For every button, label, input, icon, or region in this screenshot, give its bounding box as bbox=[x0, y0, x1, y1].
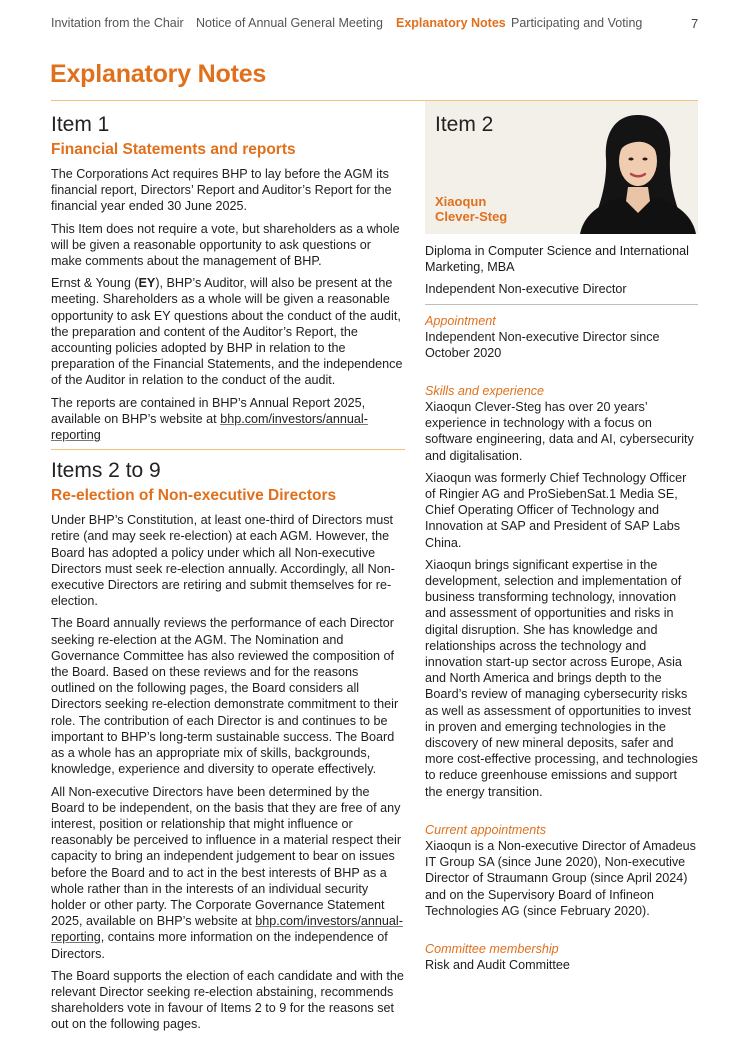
current-appointments-text: Xiaoqun is a Non-executive Director of Amadeus IT Group SA (since June 2020), Non-executive Director of Straumann Group (since April 2024) and on the Supervisory Board of Infineon Technologies AG (since February 2020). bbox=[425, 838, 696, 918]
director-first-name: Xiaoqun bbox=[435, 194, 487, 209]
items2to9-paragraph-2: The Board annually reviews the performance of each Director seeking re-election at the AGM. The Nomination and Governance Committee has also reviewed the composition of the Board. Based on these reviews and for the reasons outlined on the following pages, the Board considers all Directors seeking re-election demonstrate commitment to their role. The contribution of each Director is and continues to be important to BHP’s long-term sustainable success. The Board as a whole has an appropriate mix of skills, backgrounds, knowledge, experience and diversity to operate effectively. bbox=[51, 616, 399, 777]
current-appointments-label: Current appointments bbox=[425, 822, 547, 837]
annual-reporting-link[interactable]: bhp.com/investors/annual-reporting bbox=[51, 411, 368, 443]
items2to9-paragraph-4: The Board supports the election of each candidate and with the relevant Director seeking re-election abstaining, recommends shareholders vote in favour of Items 2 to 9 for the reasons set out on the following pages. bbox=[51, 968, 404, 1032]
governance-statement-link[interactable]: bhp.com/investors/annual-reporting bbox=[51, 914, 403, 945]
skills-paragraph-2: Xiaoqun was formerly Chief Technology Officer of Ringier AG and ProSiebenSat.1 Media SE, Chief Operating Officer of Technology and Innovation at SAP and President of SAP Labs China. bbox=[425, 470, 687, 550]
director-name bbox=[435, 194, 507, 224]
item1-p3-text-a: Ernst & Young ( bbox=[51, 276, 139, 291]
nav-item-invitation[interactable]: Invitation from the Chair bbox=[51, 16, 184, 30]
nav-item-notice-of-agm[interactable]: Notice of Annual General Meeting bbox=[196, 16, 383, 30]
committee-label: Committee membership bbox=[425, 941, 559, 956]
item1-paragraph-2: This Item does not require a vote, but shareholders as a whole will be given a reasonable opportunity to ask questions or make comments about the management of BHP. bbox=[51, 221, 400, 269]
director-credentials bbox=[425, 243, 698, 298]
page-title: Explanatory Notes bbox=[50, 60, 267, 88]
items2to9-paragraph-1: Under BHP’s Constitution, at least one-third of Directors must retire (and may seek re-election) at each AGM. However, the Board has adopted a policy under which all Non-executive Directors must seek re-election annually. Accordingly, all Non-executive Directors are retiring and submit themselves for re-election. bbox=[51, 513, 395, 609]
director-last-name: Clever-Steg bbox=[435, 209, 508, 224]
item1-p3-ey-abbrev: EY bbox=[138, 276, 156, 291]
left-column bbox=[51, 112, 405, 1039]
item1-subheading: Financial Statements and reports bbox=[51, 141, 296, 158]
skills-paragraph-1: Xiaoqun Clever-Steg has over 20 years’ experience in technology with a focus on software engineering, data and AI, cybersecurity and digitalisation. bbox=[425, 400, 694, 463]
section-navigation bbox=[51, 16, 699, 34]
skills-label: Skills and experience bbox=[425, 384, 545, 399]
items2to9-p3-text-a: All Non-executive Directors have been determined by the Board to be independent, on the basis that they are free of any interest, position or relationship that might influence or reasonably be perceived to influence in a material respect their capacity to bring an independent judgement to bear on issues before the Board and to act in the best interests of BHP as a whole rather than in the interests of an individual security holder or other party. The Corporate Governance Statement 2025, available on BHP’s website at bbox=[51, 784, 402, 929]
right-column bbox=[425, 101, 698, 979]
nav-item-explanatory-notes[interactable]: Explanatory Notes bbox=[396, 16, 506, 30]
credentials-divider bbox=[425, 304, 698, 305]
item1-paragraph-1: The Corporations Act requires BHP to lay before the AGM its financial report, Directors’ Report and Auditor’s Report for the financial year ended 30 June 2025. bbox=[51, 167, 392, 214]
item2-heading: Item 2 bbox=[435, 113, 494, 136]
director-qualifications: Diploma in Computer Science and International Marketing, MBA bbox=[425, 244, 689, 275]
item1-p3-text-c: ), BHP’s Auditor, will also be present at the meeting. Shareholders as a whole will be given a reasonable opportunity to ask EY questions about the conduct of the audit, the preparation and content of the Auditor’s Report, the accounting policies adopted by BHP in relation to the preparation of the Financial Statements, and the independence of the Auditor in relation to the conduct of the audit. bbox=[51, 276, 403, 388]
appointment-text: Independent Non-executive Director since October 2020 bbox=[425, 329, 660, 360]
director-role: Independent Non-executive Director bbox=[425, 282, 627, 297]
page-number: 7 bbox=[691, 16, 699, 31]
items2to9-subheading: Re-election of Non-executive Directors bbox=[51, 487, 337, 505]
item1-paragraph-3 bbox=[51, 275, 405, 388]
item1-heading: Item 1 bbox=[51, 113, 110, 136]
items2to9-heading: Items 2 to 9 bbox=[51, 459, 161, 483]
items2to9-p3-text-b: , contains more information on the independence of Directors. bbox=[51, 930, 388, 961]
director-profile-header bbox=[425, 101, 698, 234]
section-divider bbox=[51, 449, 405, 450]
items2to9-paragraph-3 bbox=[51, 784, 405, 962]
item1-p4-text: The reports are contained in BHP’s Annual Report 2025, available on BHP’s website at bbox=[51, 395, 366, 426]
nav-item-participating-voting[interactable]: Participating and Voting bbox=[511, 16, 643, 30]
skills-paragraph-3: Xiaoqun brings significant expertise in the development, selection and implementation of business transforming technology, innovation and assessment of opportunities and risks in digital disruption. She has knowledge and relationships across the technology and innovation start-up sector across Europe, Asia and North America and brings depth to the Board’s review of managing cybersecurity risks as well as assessment of opportunities to invest in proven and emerging technologies in the discovery of new mineral deposits, safer and more cost-effective processing, and technologies to reduce greenhouse emissions and support the energy transition. bbox=[425, 557, 698, 799]
item1-paragraph-4 bbox=[51, 395, 405, 444]
appointment-label: Appointment bbox=[425, 313, 496, 328]
director-portrait-photo bbox=[578, 101, 698, 234]
committee-text: Risk and Audit Committee bbox=[425, 957, 570, 972]
